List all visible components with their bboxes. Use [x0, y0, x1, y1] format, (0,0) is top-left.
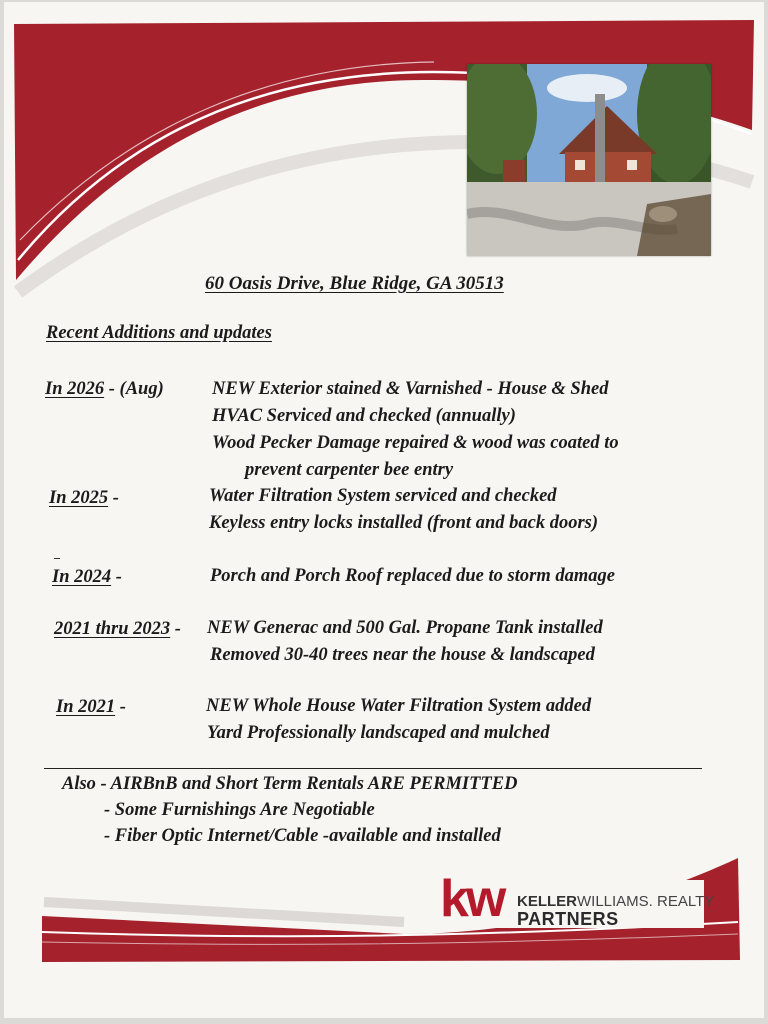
note-rentals: Also - AIRBnB and Short Term Rentals ARE PERMITTED — [62, 774, 518, 794]
house-photo — [467, 64, 711, 256]
update-item: Water Filtration System serviced and checked — [209, 486, 557, 506]
update-item: Wood Pecker Damage repaired & wood was coated to — [212, 433, 619, 453]
divider-line — [44, 768, 702, 769]
update-item: Removed 30-40 trees near the house & landscaped — [210, 645, 595, 665]
update-item: Yard Professionally landscaped and mulched — [207, 723, 550, 743]
update-item: Keyless entry locks installed (front and back doors) — [209, 513, 599, 533]
update-year-2021: In 2021 - — [56, 697, 126, 717]
kw-logo: kw — [440, 870, 504, 928]
note-internet: - Fiber Optic Internet/Cable -available and installed — [104, 826, 501, 846]
flyer-sheet — [4, 2, 764, 1018]
update-item: NEW Generac and 500 Gal. Propane Tank installed — [207, 618, 603, 638]
update-item: NEW Exterior stained & Varnished - House & Shed — [212, 379, 609, 399]
update-year-2026: In 2026 - (Aug) — [45, 379, 164, 399]
section-title: Recent Additions and updates — [46, 323, 272, 343]
update-item: Porch and Porch Roof replaced due to storm damage — [210, 566, 615, 586]
note-furnishings: - Some Furnishings Are Negotiable — [104, 800, 375, 820]
brokerage-office: PARTNERS — [517, 909, 619, 929]
update-year-2021-2023: 2021 thru 2023 - — [54, 619, 181, 639]
property-address: 60 Oasis Drive, Blue Ridge, GA 30513 — [205, 273, 504, 294]
update-year-2024: In 2024 - — [52, 567, 122, 587]
update-item: NEW Whole House Water Filtration System added — [206, 696, 592, 716]
update-year-2025: In 2025 - — [49, 488, 119, 508]
update-item: HVAC Serviced and checked (annually) — [212, 406, 516, 426]
brokerage-name: KELLERWILLIAMS. REALTY — [517, 893, 715, 910]
stray-dash — [54, 558, 60, 559]
update-item: prevent carpenter bee entry — [245, 460, 454, 480]
